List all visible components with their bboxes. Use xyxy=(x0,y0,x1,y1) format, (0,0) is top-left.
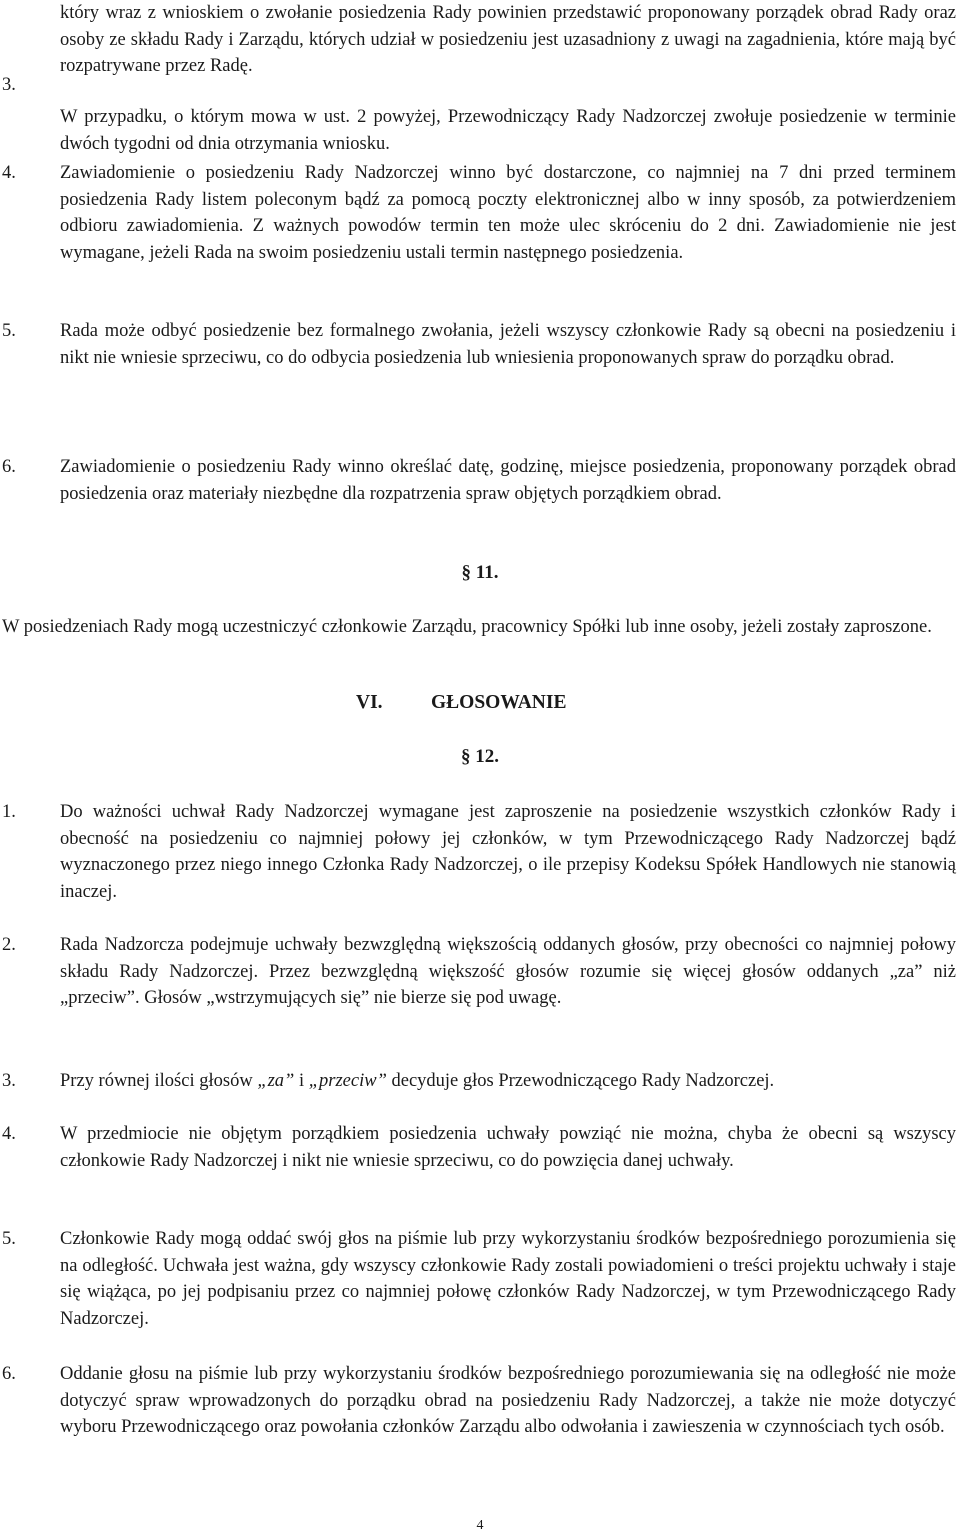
paragraph-3: W przypadku, o którym mowa w ust. 2 powyżej, Przewodniczący Rady Nadzorczej zwołuje posiedzenie w terminie dwóch tygodni od dnia otrzymania wniosku. xyxy=(60,107,956,154)
paragraph-5: Rada może odbyć posiedzenie bez formalnego zwołania, jeżeli wszyscy członkowie Rady są obecni na posiedzeniu i nikt nie wniesie sprzeciwu, co do odbycia posiedzenia lub wniesienia proponowanych spraw do porządku obrad. xyxy=(60,321,956,368)
item-number: 6. xyxy=(2,1364,16,1384)
item-number: 3. xyxy=(2,1071,16,1091)
item-number: 6. xyxy=(2,457,16,477)
chapter-title: GŁOSOWANIE xyxy=(431,692,567,713)
vote-paragraph-6: Oddanie głosu na piśmie lub przy wykorzystaniu środków bezpośredniego porozumiewania się na odległość nie może dotyczyć spraw wprowadzonych do porządku obrad na posiedzeniu Rady Nadzorczej, a także nie może dotyczyć wyboru Przewodniczącego oraz powołania członków Zarządu albo odwołania i zawieszenia w czynnościach tych osób. xyxy=(60,1364,956,1438)
item-number: 4. xyxy=(2,1124,16,1144)
chapter-number: VI. xyxy=(356,692,383,713)
paragraph-4: Zawiadomienie o posiedzeniu Rady Nadzorczej winno być dostarczone, co najmniej na 7 dni przed terminem posiedzenia Rady listem poleconym bądź za pomocą poczty elektronicznej albo w inny sposób, za potwierdzeniem odbioru zawiadomienia. Z ważnych powodów termin ten może ulec skróceniu do 2 dni. Zawiadomienie nie jest wymagane, jeżeli Rada na swoim posiedzeniu ustali termin następnego posiedzenia. xyxy=(60,163,956,263)
vote-paragraph-3 xyxy=(60,1068,956,1095)
item-number: 5. xyxy=(2,321,16,341)
section-11-paragraph: W posiedzeniach Rady mogą uczestniczyć członkowie Zarządu, pracownicy Spółki lub inne osoby, jeżeli zostały zaproszone. xyxy=(2,617,932,637)
vote-przeciw-term: „przeciw” xyxy=(308,1071,387,1091)
item-number: 1. xyxy=(2,802,16,822)
page-number: 4 xyxy=(476,1518,484,1533)
vote-paragraph-3-start: Przy równej ilości głosów xyxy=(60,1071,258,1091)
vote-paragraph-4: W przedmiocie nie objętym porządkiem posiedzenia uchwały powziąć nie można, chyba że obecni są wszyscy członkowie Rady Nadzorczej i nikt nie wniesie sprzeciwu, co do powzięcia danej uchwały. xyxy=(60,1124,956,1171)
vote-paragraph-3-end: decyduje głos Przewodniczącego Rady Nadzorczej. xyxy=(386,1071,775,1091)
vote-paragraph-3-mid: i xyxy=(294,1071,309,1091)
item-number: 5. xyxy=(2,1229,16,1249)
vote-paragraph-1: Do ważności uchwał Rady Nadzorczej wymagane jest zaproszenie na posiedzenie wszystkich członków Rady i obecność na posiedzeniu co najmniej połowy jej członków, w tym Przewodniczącego Rady Nadzorczej bądź wyznaczonego przez niego innego Członka Rady Nadzorczej, o ile przepisy Kodeksu Spółek Handlowych nie stanowią inaczej. xyxy=(60,802,956,902)
vote-paragraph-5: Członkowie Rady mogą oddać swój głos na piśmie lub przy wykorzystaniu środków bezpośredniego porozumienia się na odległość. Uchwała jest ważna, gdy wszyscy członkowie Rady zostali powiadomieni o treści projektu uchwały i staje się wiążąca, po jej podpisaniu przez co najmniej połowę członków Rady Nadzorczej, w tym Przewodniczącego Rady Nadzorczej. xyxy=(60,1229,956,1329)
continuation-paragraph: który wraz z wnioskiem o zwołanie posiedzenia Rady powinien przedstawić proponowany porządek obrad Rady oraz osoby ze składu Rady i Zarządu, których udział w posiedzeniu jest uzasadniony z uwagi na zagadnienia, które mają być rozpatrywane przez Radę. xyxy=(60,3,956,77)
vote-za-term: „za” xyxy=(257,1071,295,1091)
section-11-heading: § 11. xyxy=(461,562,499,583)
section-12-heading: § 12. xyxy=(461,746,499,767)
item-number: 3. xyxy=(2,75,16,95)
item-number: 4. xyxy=(2,163,16,183)
item-number: 2. xyxy=(2,935,16,955)
paragraph-6: Zawiadomienie o posiedzeniu Rady winno określać datę, godzinę, miejsce posiedzenia, proponowany porządek obrad posiedzenia oraz materiały niezbędne dla rozpatrzenia spraw objętych porządkiem obrad. xyxy=(60,457,956,504)
vote-paragraph-2: Rada Nadzorcza podejmuje uchwały bezwzględną większością oddanych głosów, przy obecności co najmniej połowy składu Rady Nadzorczej. Przez bezwzględną większość głosów rozumie się więcej głosów oddanych „za” niż „przeciw”. Głosów „wstrzymujących się” nie bierze się pod uwagę. xyxy=(60,935,956,1009)
